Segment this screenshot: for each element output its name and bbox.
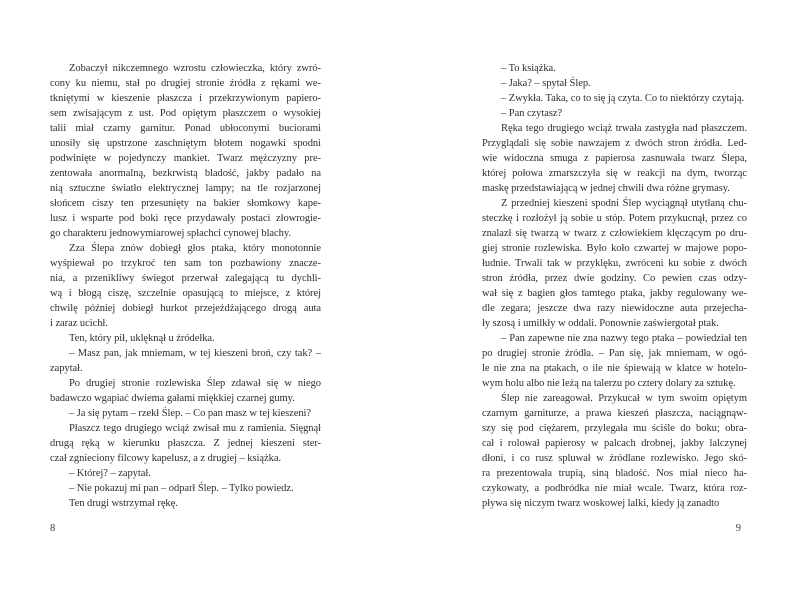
right-page-number: 9 [735, 523, 741, 534]
paragraph [482, 61, 747, 76]
left-page-number: 8 [50, 523, 56, 534]
paragraph [50, 331, 321, 346]
paragraph [50, 481, 321, 496]
paragraph [482, 331, 747, 391]
text-line: – Masz pan, jak mniemam, w tej kieszeni broń, czy tak? – [69, 348, 321, 359]
text-line: Przyglądali się sobie nawzajem z dwóch stron źródła. Led- [482, 138, 747, 149]
text-line: Po drugiej stronie rozlewiska Ślep zdawał się w niego [69, 378, 321, 389]
text-line: talii miał czarny garnitur. Ponad ubłoconymi buciorami [50, 123, 321, 134]
text-line: Ślep nie zareagował. Przykucał w tym swoim opiętym [501, 393, 747, 404]
text-line: wyśpiewał po trzykroć ten sam ton pozbawiony znacze- [50, 258, 321, 269]
text-line: unosiły się upstrzone zaschniętym błotem nogawki spodni [50, 138, 321, 149]
text-line: dłoni, i co rusz spluwał w źródlane rozlewisko. Jego skó- [482, 453, 747, 464]
text-line: Ręka tego drugiego wciąż trwała zastygła nad płaszczem. [501, 123, 747, 134]
paragraph [50, 376, 321, 406]
text-line: pływa się niczym twarz woskowej lalki, kiedy ją zanadto [482, 498, 720, 509]
paragraph [50, 241, 321, 331]
text-line: le nie zna na ptakach, o ile nie śpiewają w klatce w hotelo- [482, 363, 747, 374]
text-line: podwinięte w pojedynczy mankiet. Twarz mężczyzny pre- [50, 153, 321, 164]
text-line: znalazł się twarzą w twarz z człowiekiem klęczącym po dru- [482, 228, 747, 239]
text-line: Zza Ślepa znów dobiegł głos ptaka, który monotonnie [69, 243, 321, 254]
text-line: sem zwisającym z ust. Pod opiętym płaszczem o wysokiej [50, 108, 321, 119]
text-line: – Której? – zapytał. [69, 468, 151, 479]
paragraph [482, 121, 747, 196]
text-line: – Zwykła. Taka, co to się ją czyta. Co to niektórzy czytają. [501, 93, 745, 104]
text-line: – Pan zapewne nie zna nazwy tego ptaka – powiedział ten [501, 333, 747, 344]
paragraph [50, 421, 321, 466]
text-line: Płaszcz tego drugiego wciąż zwisał mu z ramienia. Sięgnął [69, 423, 321, 434]
text-line: go charakteru jednowymiarowej spłachci cynowej blachy. [50, 228, 291, 239]
text-line: czał zgnieciony filcowy kapelusz, a z drugiej – książka. [50, 453, 282, 464]
text-line: stron źródła, przez dwie godziny. Co pewien czas odzy- [482, 273, 747, 284]
text-line: ra prezentowała trupią, siną bladość. Nos miał nieco ha- [482, 468, 747, 479]
text-line: zapytał. [50, 363, 83, 374]
text-line: Zobaczył nikczemnego wzrostu człowieczka, który zwró- [69, 63, 321, 74]
text-line: lusz i wsparte pod boki ręce przydawały postaci złowrogie- [50, 213, 321, 224]
text-line: steczkę i rozłożył ją sobie u stóp. Potem przykucnął, przez co [482, 213, 747, 224]
text-line: wą i błogą ciszę, szczelnie opasującą to miejsce, z której [50, 288, 321, 299]
text-line: łudnie. Trwali tak w przyklęku, zwróceni ku sobie z dwóch [482, 258, 747, 269]
paragraph [482, 106, 747, 121]
paragraph [482, 196, 747, 331]
right-page-text [482, 61, 747, 511]
text-line: – To książka. [501, 63, 556, 74]
text-line: czarnym garniturze, a prawa kieszeń płaszcza, naciągnąw- [482, 408, 747, 419]
text-line: giej stronie rozlewiska. Było koło czwartej w majowe popo- [482, 243, 747, 254]
text-line: – Jaka? – spytał Ślep. [501, 78, 591, 89]
text-line: tkniętymi w kieszenie płaszcza i przekrzywionym papiero- [50, 93, 321, 104]
text-line: – Nie pokazuj mi pan – odparł Ślep. – Tylko powiedz. [69, 483, 294, 494]
text-line: cony ku niemu, stał po drugiej stronie źródła z rękami we- [50, 78, 321, 89]
text-line: wym holu albo nie leżą na talerzu po cztery dolary za sztukę. [482, 378, 736, 389]
paragraph [482, 91, 747, 106]
text-line: cał i rolował papierosy w palcach drobnej, jakby lalczynej [482, 438, 747, 449]
text-line: badawczo wgapiać dwiema gałami miękkiej czarnej gumy. [50, 393, 295, 404]
text-line: – Ja się pytam – rzekł Ślep. – Co pan masz w tej kieszeni? [69, 408, 312, 419]
text-line: Z przedniej kieszeni spodni Ślep wyciągnął utytłaną chu- [501, 198, 747, 209]
text-line: dle zegara; jeszcze dwa razy niewidoczne auta przejecha- [482, 303, 747, 314]
paragraph [50, 466, 321, 481]
text-line: po drugiej stronie źródła. – Pan się, jak mniemam, w ogó- [482, 348, 747, 359]
text-line: zentowała anormalną, bezkrwistą bladość, jakby padało na [50, 168, 321, 179]
text-line: Ten drugi wstrzymał rękę. [69, 498, 178, 509]
text-line: drugą ręką w kierunku płaszcza. Z jednej kieszeni ster- [50, 438, 321, 449]
text-line: nia, a przenikliwy świegot przerwał zalegającą tu dychli- [50, 273, 321, 284]
paragraph [50, 61, 321, 241]
paragraph [482, 391, 747, 511]
paragraph [50, 406, 321, 421]
paragraph [482, 76, 747, 91]
text-line: Ten, który pił, uklęknął u źródełka. [69, 333, 215, 344]
text-line: ły szosą i umilkły w oddali. Ponownie zaświergotał ptak. [482, 318, 719, 329]
text-line: i zaraz ucichł. [50, 318, 108, 329]
paragraph [50, 496, 321, 511]
text-line: chwilę później dobiegł hurkot przejeżdżającego drogą auta [50, 303, 321, 314]
text-line: szy się pod ciężarem, przylegała mu ściśle do boku; obra- [482, 423, 747, 434]
text-line: nią sztuczne światło elektrycznej lampy; na tle rozjarzonej [50, 183, 321, 194]
text-line: – Pan czytasz? [501, 108, 563, 119]
text-line: maskę przedstawiającą w jednej chwili dwa różne grymasy. [482, 183, 730, 194]
paragraph [50, 346, 321, 376]
text-line: wie widoczna smuga z papierosa zasnuwała twarz Ślepa, [482, 153, 747, 164]
text-line: której połowa zmarszczyła się w reakcji na dym, tworząc [482, 168, 747, 179]
left-page-text [50, 61, 321, 511]
text-line: wał się z bagien głos tamtego ptaka, jakby regulowany we- [482, 288, 747, 299]
text-line: czykowaty, a podbródka nie miał wcale. Twarz, która roz- [482, 483, 747, 494]
text-line: słońcem ciszy ten przesunięty na bakier słomkowy kape- [50, 198, 321, 209]
